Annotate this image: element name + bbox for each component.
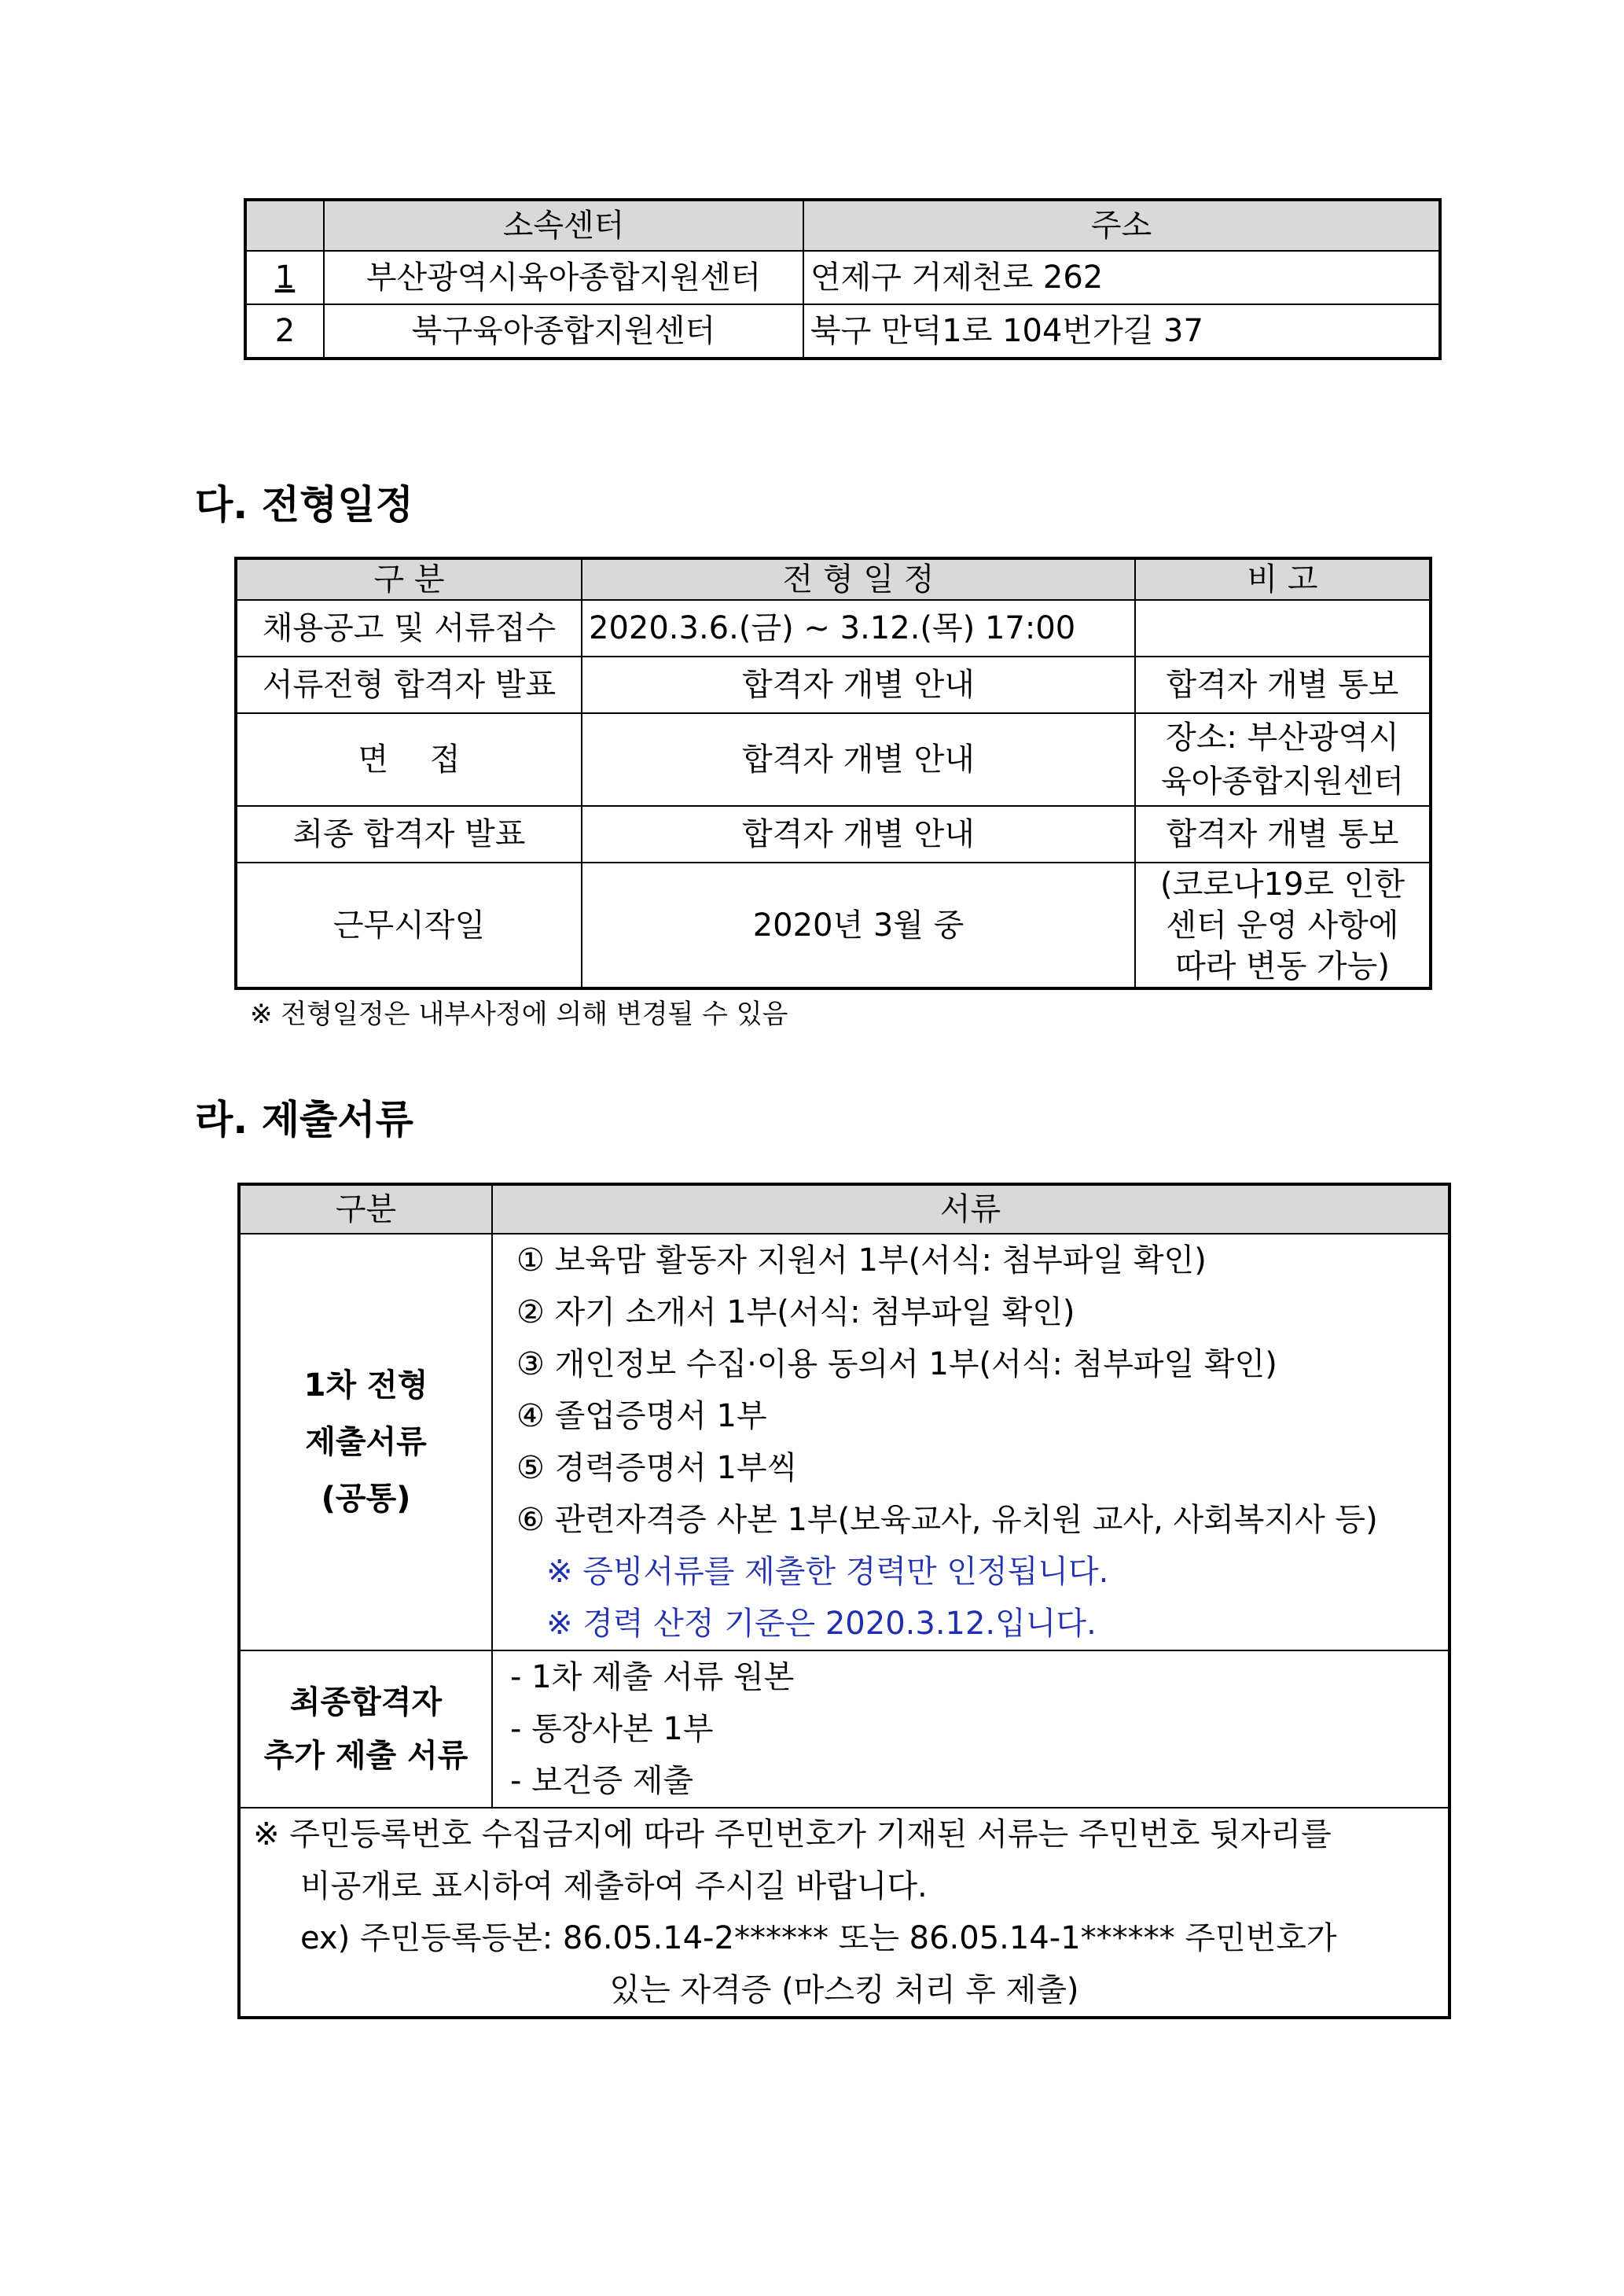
schedule-section-title: 다. 전형일정 [195,482,413,528]
table-row [236,863,1431,988]
table-header-cell: 서류 [492,1184,1449,1234]
table-header-cell: 주소 [803,200,1440,251]
highlight-note: ※ 경력 산정 기준은 2020.3.12.입니다. [546,1606,1097,1642]
schedule-item: 근무시작일 [236,863,582,988]
table-header-row [236,558,1431,600]
table-header-cell: 구 분 [236,558,582,600]
schedule-note [1135,713,1431,806]
schedule-date: 2020년 3월 중 [582,863,1135,988]
table-row [236,713,1431,806]
schedule-item: 면 접 [236,713,582,806]
schedule-note [1135,863,1431,988]
first-round-label-line: (공통) [321,1481,411,1517]
notice-line: 있는 자격증 (마스킹 처리 후 제출) [609,1972,1079,2008]
final-round-label-line: 최종합격자 [289,1684,443,1720]
schedule-date: 합격자 개별 안내 [582,657,1135,713]
table-row [239,1650,1449,1808]
schedule-note: 합격자 개별 통보 [1135,657,1431,713]
table-header-cell: 소속센터 [324,200,803,251]
schedule-note [1135,600,1431,657]
final-round-label [239,1650,492,1808]
table-header-row [239,1184,1449,1234]
table-header-cell [245,200,324,251]
schedule-item: 채용공고 및 서류접수 [236,600,582,657]
document-item: ③ 개인정보 수집·이용 동의서 1부(서식: 첨부파일 확인) [516,1346,1277,1382]
table-header-row [245,200,1440,251]
table-header-cell: 전 형 일 정 [582,558,1135,600]
documents-section-title: 라. 제출서류 [195,1097,413,1142]
notice-line: ex) 주민등록등본: 86.05.14-2****** 또는 86.05.14-1****** 주민번호가 [300,1920,1337,1956]
schedule-note-line: 따라 변동 가능) [1175,947,1390,984]
schedule-note-line: 육아종합지원센터 [1160,763,1405,800]
first-round-label [239,1234,492,1650]
highlight-note: ※ 증빙서류를 제출한 경력만 인정됩니다. [546,1554,1109,1590]
schedule-item: 서류전형 합격자 발표 [236,657,582,713]
document-item: ⑤ 경력증명서 1부씩 [516,1450,798,1486]
schedule-date: 합격자 개별 안내 [582,713,1135,806]
document-item: ① 보육맘 활동자 지원서 1부(서식: 첨부파일 확인) [516,1242,1207,1279]
document-item: - 통장사본 1부 [510,1711,714,1747]
notice-line: ※ 주민등록번호 수집금지에 따라 주민번호가 기재된 서류는 주민번호 뒷자리를 [253,1816,1332,1853]
schedule-date: 2020.3.6.(금) ~ 3.12.(목) 17:00 [582,600,1135,657]
centers-table [244,198,1442,360]
document-item: - 보건증 제출 [510,1763,694,1799]
table-row [236,806,1431,863]
table-header-cell: 구분 [239,1184,492,1234]
document-item: ⑥ 관련자격증 사본 1부(보육교사, 유치원 교사, 사회복지사 등) [516,1502,1378,1538]
schedule-date: 합격자 개별 안내 [582,806,1135,863]
center-address: 북구 만덕1로 104번가길 37 [803,304,1440,359]
table-row [236,657,1431,713]
table-row [245,251,1440,304]
table-header-cell: 비 고 [1135,558,1431,600]
documents-table [237,1183,1451,2019]
table-row [239,1234,1449,1650]
first-round-documents [492,1234,1449,1650]
schedule-note-line: 센터 운영 사항에 [1166,907,1399,944]
table-row [239,1808,1449,2018]
row-number: 2 [245,304,324,359]
final-round-documents [492,1650,1449,1808]
notice-line: 비공개로 표시하여 제출하여 주시길 바랍니다. [300,1868,928,1904]
document-item: - 1차 제출 서류 원본 [510,1659,795,1695]
center-name: 북구육아종합지원센터 [324,304,803,359]
first-round-label-line: 제출서류 [305,1424,427,1460]
schedule-note: 합격자 개별 통보 [1135,806,1431,863]
first-round-label-line: 1차 전형 [303,1367,428,1404]
document-item: ② 자기 소개서 1부(서식: 첨부파일 확인) [516,1294,1075,1330]
center-address: 연제구 거제천로 262 [803,251,1440,304]
document-item: ④ 졸업증명서 1부 [516,1398,767,1434]
schedule-footnote: ※ 전형일정은 내부사정에 의해 변경될 수 있음 [250,999,788,1030]
schedule-table [234,557,1432,990]
schedule-note-line: (코로나19로 인한 [1159,866,1405,903]
final-round-label-line: 추가 제출 서류 [263,1738,468,1774]
schedule-item: 최종 합격자 발표 [236,806,582,863]
row-number: 1 [245,251,324,304]
table-row [236,600,1431,657]
table-row [245,304,1440,359]
privacy-notice [239,1808,1449,2018]
schedule-note-line: 장소: 부산광역시 [1166,719,1399,756]
center-name: 부산광역시육아종합지원센터 [324,251,803,304]
